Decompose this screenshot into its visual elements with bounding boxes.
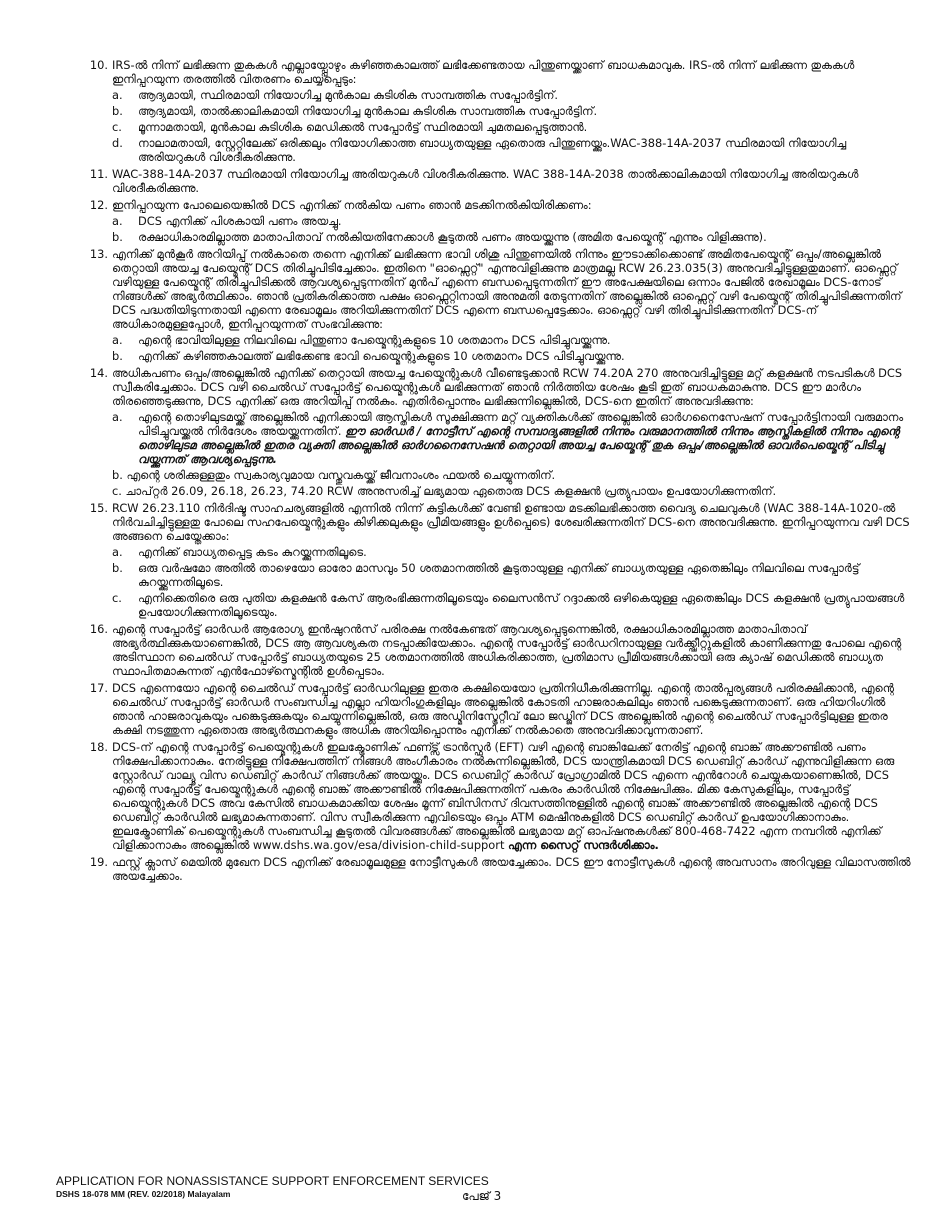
list-item-19 [82, 855, 912, 883]
sub-item-b [112, 561, 912, 589]
item-text: DCS എന്നെയോ എന്റെ ചൈൽഡ് സപ്പോർട്ട് ഓർഡറിലുള്ള ഇതര കക്ഷിയെയോ പ്രതിനിധീകരിക്കുന്നില്ല. എന്റെ താൽപ്പര്യങ്ങൾ പരിരക്ഷിക്കാൻ, എന്റെ ചൈൽഡ് സപ്പോർട്ട് ഓർഡർ സംബന്ധിച്ച എല്ലാ ഹിയറിംഗുകളിലും അല്ലെങ്കിൽ കോടതി ഹാജരാകലിലും ഞാൻ പങ്കെടുക്കുന്നതാണ്. ഒരു ഹിയറിംഗിൽ ഞാൻ ഹാജരാവുകയും പങ്കെടുക്കുകയും ചെയ്യുന്നില്ലെങ്കിൽ, ഒരു അഡ്മിനിസ്ട്രേറ്റീവ് ലോ ജഡ്ജിന് DCS അല്ലെങ്കിൽ എന്റെ ചൈൽഡ് സപ്പോർട്ടിലുള്ള ഇതര കക്ഷി നടത്തുന്ന ഏതൊരു അഭ്യർത്ഥനകളും അധിക അറിയിപ്പൊന്നും എനിക്ക് നൽകാതെ അനുവദിക്കാവുന്നതാണ്. [112, 681, 894, 737]
list-item-10 [82, 58, 912, 164]
sub-letter: b. [112, 349, 123, 363]
form-number: DSHS 18-078 MM (REV. 02/2018) Malayalam [56, 1189, 231, 1199]
sub-item-b [112, 104, 912, 118]
sub-text: ആദ്യമായി, സ്ഥിരമായി നിയോഗിച്ച മുൻകാല കുടിശിക സാമ്പത്തിക സപ്പോർട്ടിന്. [138, 88, 558, 102]
list-item-14 [82, 366, 912, 498]
form-title: APPLICATION FOR NONASSISTANCE SUPPORT ENFORCEMENT SERVICES [56, 1174, 489, 1188]
list-item-15 [82, 501, 912, 619]
list-item-17 [82, 681, 912, 737]
sub-text: രക്ഷാധികാരമില്ലാത്ത മാതാപിതാവ് നൽകിയതിനേക്കാൾ കൂടുതൽ പണം അയയ്ക്കുന്നു (അമിത പേയ്മെന്റ് എന്നും വിളിക്കുന്നു). [138, 230, 767, 244]
sub-letter: b. [112, 230, 123, 244]
sub-text: എനിക്കെതിരെ ഒരു പുതിയ കളക്ഷൻ കേസ് ആരംഭിക്കുന്നതിലൂടെയും ലൈസൻസ് റദ്ദാക്കൽ ഒഴികെയുള്ള ഏതെങ്കിലും DCS കളക്ഷൻ പ്രത്യുപായങ്ങൾ ഉപയോഗിക്കുന്നതിലൂടെയും. [138, 591, 905, 619]
sub-item-b [112, 230, 912, 244]
sub-letter: a. [112, 333, 123, 347]
item-text: WAC-388-14A-2037 സ്ഥിരമായി നിയോഗിച്ച അരിയറുകൾ വിശദീകരിക്കുന്നു. WAC 388-14A-2038 താൽക്കാലികമായി നിയോഗിച്ച അരിയറുകൾ വിശദീകരിക്കുന്നു. [112, 167, 859, 195]
item-text: ഫസ്റ്റ് ക്ലാസ് മെയിൽ മുഖേന DCS എനിക്ക് രേഖാമൂലമുള്ള നോട്ടീസുകൾ അയച്ചേക്കാം. DCS ഈ നോട്ടീസുകൾ എന്റെ അവസാനം അറിവുള്ള വിലാസത്തിൽ അയച്ചേക്കാം. [112, 855, 911, 883]
sub-letter: b. [112, 561, 123, 575]
item-number: 10. [89, 58, 108, 72]
sub-item-a [112, 88, 912, 102]
sub-item-b [112, 349, 912, 363]
sub-text-emphasis: ഈ ഓർഡർ / നോട്ടീസ് എന്റെ സമ്പാദ്യങ്ങളിൽ നിന്നും വരുമാനത്തിൽ നിന്നും ആസ്തികളിൽ നിന്നും എന്റെ തൊഴിലുടമ അല്ലെങ്കിൽ ഇതര വ്യക്തി അല്ലെങ്കിൽ ഓർഗനൈസേഷൻ തെറ്റായി അയച്ച പേയ്മെന്റ് തുക ഒപ്പം/അല്ലെങ്കിൽ ഓവർപെയ്മെന്റ് പിടിച്ചു വയ്ക്കുന്നത് ആവശ്യപ്പെടുന്നു. [138, 424, 900, 466]
item-number: 15. [89, 501, 108, 515]
sub-item-c: c. ചാപ്റ്റർ 26.09, 26.18, 26.23, 74.20 RCW അനുസരിച്ച് ലഭ്യമായ ഏതൊരു DCS കളക്ഷൻ പ്രത്യുപായം ഉപയോഗിക്കുന്നതിന്. [112, 484, 777, 498]
sub-text: എനിക്ക് ബാധ്യതപ്പെട്ട കടം കുറയ്ക്കുന്നതിലൂടെ. [138, 545, 367, 559]
list-item-13 [82, 247, 912, 363]
sub-item-a [112, 214, 912, 228]
item-body: DCS-ന് എന്റെ സപ്പോർട്ട് പെയ്മെന്റുകൾ ഇലക്ട്രോണിക് ഫണ്ട്സ് ട്രാൻസ്ഫർ (EFT) വഴി എന്റെ ബാങ്കിലേക്ക് നേരിട്ട് എന്റെ ബാങ്ക് അക്കൗണ്ടിൽ പണം നിക്ഷേപിക്കാനാകും. നേരിട്ടുള്ള നിക്ഷേപത്തിന് നിങ്ങൾ അംഗീകാരം നൽകുന്നില്ലെങ്കിൽ, DCS യാന്ത്രികമായി DCS ഡെബിറ്റ് കാർഡ് എന്നുവിളിക്കുന്ന ഒരു സ്റ്റോർഡ് വാല്യൂ വിസ ഡെബിറ്റ് കാർഡ് നിങ്ങൾക്ക് അയയ്ക്കും. DCS ഡെബിറ്റ് കാർഡ് പ്രോഗ്രാമിൽ DCS എന്നെ എൻറോൾ ചെയ്യുകയാണെങ്കിൽ, DCS എന്റെ സപ്പോർട്ട് പേയ്മെന്റുകൾ എന്റെ ബാങ്ക് അക്കൗണ്ടിൽ നിക്ഷേപിക്കുന്നതിന് പകരം കാർഡിൽ നിക്ഷേപിക്കും. മിക്ക കേസുകളിലും, സപ്പോർട്ട് പെയ്മെന്റുകൾ DCS അവ കേസിൽ ബാധകമാക്കിയ ശേഷം മൂന്ന് ബിസിനസ് ദിവസത്തിനുള്ളിൽ എന്റെ ബാങ്ക് അക്കൗണ്ടിൽ അല്ലെങ്കിൽ എന്റെ DCS ഡെബിറ്റ് കാർഡിൽ ലഭ്യമാകുന്നതാണ്. വിസ സ്വീകരിക്കുന്ന എവിടെയും ഒപ്പം ATM മെഷീനുകളിൽ DCS ഡെബിറ്റ് കാർഡ് ഉപയോഗിക്കാനാകും. ഇലക്ട്രോണിക് പെയ്മെന്റുകൾ സംബന്ധിച്ച കൂടുതൽ വിവരങ്ങൾക്ക് അല്ലെങ്കിൽ ലഭ്യമായ മറ്റ് ഓപ്ഷനുകൾക്ക് 800-468-7422 എന്ന നമ്പറിൽ എനിക്ക് വിളിക്കാനാകും അല്ലെങ്കിൽ [112, 740, 895, 852]
sub-item-a [112, 333, 912, 347]
item-text: ഇനിപ്പറയുന്ന പോലെയെങ്കിൽ DCS എനിക്ക് നൽകിയ പണം ഞാൻ മടക്കിനൽകിയിരിക്കണം: [112, 198, 592, 212]
item-number: 12. [89, 198, 108, 212]
sub-item-c [112, 120, 912, 134]
item-text: എന്റെ സപ്പോർട്ട് ഓർഡർ ആരോഗ്യ ഇൻഷുറൻസ് പരിരക്ഷ നൽകേണ്ടത് ആവശ്യപ്പെടുന്നെങ്കിൽ, രക്ഷാധികാരമില്ലാത്ത മാതാപിതാവ് അഭ്യർത്ഥിക്കുകയാണെങ്കിൽ, DCS ആ ആവശ്യകത നടപ്പാക്കിയേക്കാം. എന്റെ സപ്പോർട്ട് ഓർഡറിനായുള്ള വർക്ക്ഷീറ്റുകളിൽ കാണിക്കുന്നതു പോലെ എന്റെ അടിസ്ഥാന ചൈൽഡ് സപ്പോർട്ട് ബാധ്യതയുടെ 25 ശതമാനത്തിൽ അധികരിക്കാത്ത, പ്രതിമാസ പ്രീമിയങ്ങൾക്കായി ഒരു ക്യാഷ് മെഡിക്കൽ ബാധ്യത സ്ഥാപിതമാകുന്നത് എൻഫോഴ്സ്മെന്റിൽ ഉൾപ്പെടാം. [112, 622, 902, 678]
list-item-16 [82, 622, 912, 678]
sub-letter: c. [112, 120, 122, 134]
page-number: പേജ് 3 [462, 1189, 502, 1203]
sub-item-d [112, 136, 912, 164]
sub-letter: a. [112, 88, 123, 102]
sub-text: DCS എനിക്ക് പിശകായി പണം അയച്ചു. [138, 214, 342, 228]
sub-item-a [112, 410, 912, 466]
item-tail: എന്ന സൈറ്റ് സന്ദർശിക്കാം. [508, 838, 659, 852]
item-text [112, 740, 912, 852]
item-number: 14. [89, 366, 108, 380]
sub-text: നാലാമതായി, സ്റ്റേറ്റിലേക്ക് ഒരിക്കലും നിയോഗിക്കാത്ത ബാധ്യതയുള്ള ഏതൊരു പിന്തുണയ്ക്കും.WAC-388-14A-2037 സ്ഥിരമായി നിയോഗിച്ച അരിയറുകൾ വിശദീകരിക്കുന്നു. [138, 136, 847, 164]
sub-text: എന്റെ തൊഴിലുടമയ്ക്ക് അല്ലെങ്കിൽ എനിക്കായി ആസ്തികൾ സൂക്ഷിക്കുന്ന മറ്റ് വ്യക്തികൾക്ക് അല്ലെങ്കിൽ ഓർഗനൈസേഷന് സപ്പോർട്ടിനായി വരുമാനം പിടിച്ചുവയ്ക്കൽ നിർദേശം അയയ്ക്കുന്നതിന്. [138, 410, 904, 438]
sub-text: എന്റെ ഭാവിയിലുള്ള നിലവിലെ പിന്തുണാ പേയ്മെന്റുകളുടെ 10 ശതമാനം DCS പിടിച്ചുവയ്ക്കുന്നു. [138, 333, 611, 347]
list-item-18 [82, 740, 912, 852]
item-number: 11. [89, 167, 108, 181]
item-number: 16. [89, 622, 108, 636]
sub-letter: a. [112, 410, 123, 424]
numbered-list [82, 58, 912, 886]
sub-text: മൂന്നാമതായി, മുൻകാല കുടിശിക മെഡിക്കൽ സപ്പോർട്ട് സ്ഥിരമായി ചുമതലപ്പെടുത്താൻ. [138, 120, 588, 134]
item-number: 19. [89, 855, 108, 869]
sub-letter: a. [112, 545, 123, 559]
list-item-12 [82, 198, 912, 244]
item-number: 13. [89, 247, 108, 261]
sub-item-a [112, 545, 912, 559]
item-text: എനിക്ക് മുൻകൂർ അറിയിപ്പ് നൽകാതെ തന്നെ എനിക്ക് ലഭിക്കുന്ന ഭാവി ശിശു പിന്തുണയിൽ നിന്നും ഈടാക്കിക്കൊണ്ട് അമിതപേയ്മെന്റ് ഒപ്പം/അല്ലെങ്കിൽ തെറ്റായി അയച്ച പേയ്മെന്റ് DCS തിരിച്ചുപിടിച്ചേക്കാം. ഇതിനെ "ഓഫ്സെറ്റ്" എന്നുവിളിക്കുന്നു മാത്രമല്ല RCW 26.23.035(3) അനുവദിച്ചിട്ടുള്ളതുമാണ്. ഓഫ്സെറ്റ് വഴിയുള്ള പേയ്മെന്റ് തിരിച്ചുപിടിക്കൽ ആവശ്യപ്പെടുന്നതിന് മുൻപ് എന്നെ ബന്ധപ്പെടുന്നതിന് ഈ അപേക്ഷയിലെ ഒന്നാം പേജിൽ രേഖാമൂലം DCS-നോട് നിങ്ങൾക്ക് അഭ്യർത്ഥിക്കാം. ഞാൻ പ്രതികരിക്കാത്ത പക്ഷം ഓഫ്സെറ്റിനായി അനുമതി തേടുന്നതിന് അല്ലെങ്കിൽ ഓഫ്സെറ്റ് വഴി പേയ്മെന്റ് തിരിച്ചുപിടിക്കുന്നതിന് DCS പദ്ധതിയിടുന്നതായി എന്നെ രേഖാമൂലം അറിയിക്കുന്നതിന് DCS എന്നെ ബന്ധപ്പെട്ടേക്കാം. ഓഫ്സെറ്റ് വഴി തിരിച്ചുപിടിക്കുന്നതിന് DCS-ന് അധികാരമുള്ളപ്പോൾ, ഇനിപ്പറയുന്നത് സംഭവിക്കുന്നു: [112, 247, 902, 331]
sub-letter: b. [112, 104, 123, 118]
sub-text: ഒരു വർഷമോ അതിൽ താഴെയോ ഓരോ മാസവും 50 ശതമാനത്തിൽ കൂടുതായുള്ള എനിക്ക് ബാധ്യതയുള്ള ഏതെങ്കിലും നിലവിലെ സപ്പോർട്ട് കുറയ്ക്കുന്നതിലൂടെ. [138, 561, 860, 589]
sub-text: എനിക്ക് കഴിഞ്ഞകാലത്ത് ലഭിക്കേണ്ട ഭാവി പെയ്മെന്റുകളുടെ 10 ശതമാനം DCS പിടിച്ചുവയ്ക്കുന്നു. [138, 349, 625, 363]
sub-item-b: b. എന്റെ ശരിക്കുള്ളതും സ്വകാര്യവുമായ വസ്തുവകയ്ക്ക് ജീവനാംശം ഫയൽ ചെയ്യുന്നതിന്. [112, 468, 556, 482]
page-footer [56, 1174, 896, 1203]
sub-item-c [112, 591, 912, 619]
item-number: 18. [89, 740, 108, 754]
item-number: 17. [89, 681, 108, 695]
item-text: അധികപണം ഒപ്പം/അല്ലെങ്കിൽ എനിക്ക് തെറ്റായി അയച്ച പേയ്മെന്റുകൾ വീണ്ടെടുക്കാൻ RCW 74.20A 270 അനുവദിച്ചിട്ടുള്ള മറ്റ് കളക്ഷൻ നടപടികൾ DCS സ്വീകരിച്ചേക്കാം. DCS വഴി ചൈൽഡ് സപ്പോർട്ട് പെയ്മെന്റുകൾ ലഭിക്കുന്നത് ഞാൻ നിർത്തിയ ശേഷം കൂടി ഇത് ബാധകമാകുന്നു. DCS ഈ മാർഗം തിരഞ്ഞെടുക്കുന്നു, DCS എനിക്ക് ഒരു അറിയിപ്പ് നൽകും. എതിർപ്പൊന്നും ലഭിക്കുന്നില്ലെങ്കിൽ, DCS-നെ ഇതിന് അനുവദിക്കുന്നു: [112, 366, 903, 408]
sub-text: ആദ്യമായി, താൽക്കാലികമായി നിയോഗിച്ച മുൻകാല കുടിശിക സാമ്പത്തിക സപ്പോർട്ടിന്. [138, 104, 598, 118]
item-text: RCW 26.23.110 നിർദിഷ്ട സാഹചര്യങ്ങളിൽ എന്നിൽ നിന്ന് കുട്ടികൾക്ക് വേണ്ടി ഉണ്ടായ മടക്കിലഭിക്കാത്ത വൈദ്യ ചെലവുകൾ (WAC 388-14A-1020-ൽ നിർവചിച്ചിട്ടുള്ളതു പോലെ സഹപേയ്മെന്റുകളും കിഴിക്കലുകളും പ്രീമിയങ്ങളും ഉൾപ്പെടെ) ശേഖരിക്കുന്നതിന് DCS-നെ അനുവദിക്കുന്നു. ഇനിപ്പറയുന്നവ വഴി DCS അങ്ങനെ ചെയ്തേക്കാം: [112, 501, 910, 543]
sub-letter: a. [112, 214, 123, 228]
website-link[interactable]: www.dshs.wa.gov/esa/division-child-support [252, 838, 505, 852]
sub-letter: d. [112, 136, 123, 150]
sub-letter: c. [112, 591, 122, 605]
list-item-11 [82, 167, 912, 195]
item-text: IRS-ൽ നിന്ന് ലഭിക്കുന്ന തുകകൾ എല്ലായ്പ്പോഴും കഴിഞ്ഞകാലത്ത് ലഭിക്കേണ്ടതായ പിന്തുണയ്ക്കാണ് ബാധകമാവുക. IRS-ൽ നിന്ന് ലഭിക്കുന്ന തുകകൾ ഇനിപ്പറയുന്ന തരത്തിൽ വിതരണം ചെയ്യപ്പെടും: [112, 58, 855, 86]
